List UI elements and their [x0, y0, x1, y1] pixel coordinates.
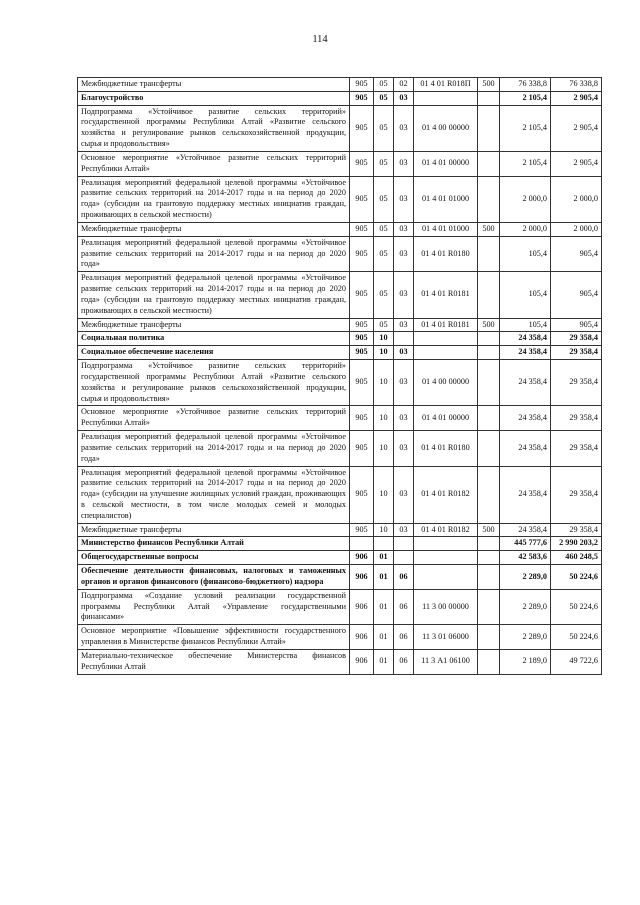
expense-type-code [478, 551, 500, 565]
table-row [78, 105, 602, 151]
admin-code: 905 [350, 78, 374, 92]
subsection-code: 03 [394, 91, 414, 105]
target-article-code: 01 4 01 R0180 [414, 236, 478, 271]
amount-year-1: 24 358,4 [500, 332, 551, 346]
amount-year-1: 24 358,4 [500, 431, 551, 466]
section-code: 05 [374, 151, 394, 176]
subsection-code [394, 332, 414, 346]
expense-type-code [478, 466, 500, 523]
amount-year-2: 50 224,6 [551, 589, 602, 624]
admin-code: 905 [350, 523, 374, 537]
section-code: 05 [374, 91, 394, 105]
table-row [78, 78, 602, 92]
amount-year-1: 2 105,4 [500, 151, 551, 176]
amount-year-2: 905,4 [551, 236, 602, 271]
amount-year-1: 105,4 [500, 272, 551, 318]
item-name: Министерство финансов Республики Алтай [78, 537, 350, 551]
amount-year-1: 2 000,0 [500, 222, 551, 236]
item-name: Основное мероприятие «Повышение эффективности государственного управления в Министерстве финансов Республики Алтай» [78, 625, 350, 650]
amount-year-2: 2 905,4 [551, 151, 602, 176]
amount-year-2: 49 722,6 [551, 649, 602, 674]
expense-type-code: 500 [478, 78, 500, 92]
table-row [78, 565, 602, 590]
subsection-code: 03 [394, 360, 414, 406]
amount-year-1: 76 338,8 [500, 78, 551, 92]
expense-type-code: 500 [478, 222, 500, 236]
table-row [78, 91, 602, 105]
table-row [78, 466, 602, 523]
item-name: Реализация мероприятий федеральной целевой программы «Устойчивое развитие сельских территорий на 2014-2017 годы и на период до 2020 года» [78, 431, 350, 466]
expense-type-code [478, 649, 500, 674]
amount-year-1: 445 777,6 [500, 537, 551, 551]
table-row [78, 431, 602, 466]
section-code: 10 [374, 332, 394, 346]
admin-code: 905 [350, 318, 374, 332]
amount-year-1: 2 289,0 [500, 589, 551, 624]
table-row [78, 176, 602, 222]
admin-code: 906 [350, 649, 374, 674]
target-article-code: 01 4 01 R0181 [414, 272, 478, 318]
item-name: Межбюджетные трансферты [78, 222, 350, 236]
amount-year-2: 29 358,4 [551, 332, 602, 346]
table-row [78, 222, 602, 236]
amount-year-2: 29 358,4 [551, 431, 602, 466]
item-name: Реализация мероприятий федеральной целевой программы «Устойчивое развитие сельских территорий на 2014-2017 годы и на период до 2020 года» (субсидии на грантовую поддержку местных инициатив граждан, проживающих в сельской местности) [78, 176, 350, 222]
subsection-code: 03 [394, 523, 414, 537]
amount-year-1: 105,4 [500, 236, 551, 271]
admin-code: 906 [350, 565, 374, 590]
target-article-code [414, 565, 478, 590]
amount-year-2: 2 000,0 [551, 222, 602, 236]
table-row [78, 551, 602, 565]
subsection-code: 06 [394, 565, 414, 590]
table-row [78, 589, 602, 624]
admin-code: 906 [350, 625, 374, 650]
item-name: Основное мероприятие «Устойчивое развитие сельских территорий Республики Алтай» [78, 406, 350, 431]
item-name: Обеспечение деятельности финансовых, налоговых и таможенных органов и органов финансового (финансово-бюджетного) надзора [78, 565, 350, 590]
item-name: Социальная политика [78, 332, 350, 346]
subsection-code: 03 [394, 466, 414, 523]
admin-code: 905 [350, 332, 374, 346]
target-article-code: 01 4 01 R018П [414, 78, 478, 92]
table-row [78, 523, 602, 537]
amount-year-1: 2 189,0 [500, 649, 551, 674]
item-name: Материально-техническое обеспечение Министерства финансов Республики Алтай [78, 649, 350, 674]
table-row [78, 649, 602, 674]
subsection-code: 03 [394, 236, 414, 271]
table-row [78, 406, 602, 431]
amount-year-1: 24 358,4 [500, 406, 551, 431]
amount-year-1: 24 358,4 [500, 523, 551, 537]
amount-year-2: 29 358,4 [551, 406, 602, 431]
item-name: Межбюджетные трансферты [78, 523, 350, 537]
subsection-code: 03 [394, 318, 414, 332]
item-name: Межбюджетные трансферты [78, 78, 350, 92]
target-article-code: 11 3 00 00000 [414, 589, 478, 624]
expense-type-code [478, 272, 500, 318]
target-article-code: 11 3 А1 06100 [414, 649, 478, 674]
amount-year-2: 29 358,4 [551, 466, 602, 523]
target-article-code: 01 4 01 R0182 [414, 466, 478, 523]
table-row [78, 332, 602, 346]
expense-type-code [478, 91, 500, 105]
admin-code: 905 [350, 406, 374, 431]
target-article-code: 01 4 01 01000 [414, 176, 478, 222]
section-code: 10 [374, 523, 394, 537]
subsection-code [394, 551, 414, 565]
section-code: 01 [374, 589, 394, 624]
amount-year-2: 76 338,8 [551, 78, 602, 92]
amount-year-2: 460 248,5 [551, 551, 602, 565]
admin-code: 905 [350, 222, 374, 236]
expense-type-code [478, 176, 500, 222]
page-number: 114 [312, 34, 328, 45]
section-code: 10 [374, 431, 394, 466]
subsection-code: 03 [394, 105, 414, 151]
admin-code: 905 [350, 105, 374, 151]
admin-code: 905 [350, 346, 374, 360]
expense-type-code [478, 431, 500, 466]
table-row [78, 236, 602, 271]
amount-year-1: 24 358,4 [500, 466, 551, 523]
expense-type-code [478, 105, 500, 151]
item-name: Подпрограмма «Устойчивое развитие сельских территорий» государственной программы Республики Алтай «Развитие сельского хозяйства и регулирование рынков сельскохозяйственной продукции, сырья и продовольствия» [78, 105, 350, 151]
admin-code: 905 [350, 151, 374, 176]
table-row [78, 151, 602, 176]
amount-year-1: 2 105,4 [500, 91, 551, 105]
subsection-code: 03 [394, 272, 414, 318]
table-row [78, 625, 602, 650]
table-row [78, 346, 602, 360]
target-article-code: 01 4 01 R0180 [414, 431, 478, 466]
amount-year-1: 2 289,0 [500, 565, 551, 590]
amount-year-2: 29 358,4 [551, 346, 602, 360]
amount-year-2: 29 358,4 [551, 360, 602, 406]
section-code: 05 [374, 272, 394, 318]
amount-year-1: 2 289,0 [500, 625, 551, 650]
budget-table [77, 77, 602, 675]
section-code: 05 [374, 236, 394, 271]
section-code: 10 [374, 406, 394, 431]
amount-year-2: 905,4 [551, 318, 602, 332]
amount-year-2: 2 905,4 [551, 105, 602, 151]
expense-type-code [478, 360, 500, 406]
amount-year-1: 24 358,4 [500, 360, 551, 406]
target-article-code: 01 4 01 R0181 [414, 318, 478, 332]
section-code: 05 [374, 318, 394, 332]
table-row [78, 318, 602, 332]
subsection-code: 03 [394, 176, 414, 222]
subsection-code: 03 [394, 406, 414, 431]
expense-type-code [478, 236, 500, 271]
expense-type-code [478, 346, 500, 360]
admin-code: 905 [350, 176, 374, 222]
amount-year-2: 50 224,6 [551, 565, 602, 590]
section-code: 01 [374, 551, 394, 565]
expense-type-code [478, 406, 500, 431]
item-name: Основное мероприятие «Устойчивое развитие сельских территорий Республики Алтай» [78, 151, 350, 176]
subsection-code: 03 [394, 346, 414, 360]
expense-type-code [478, 332, 500, 346]
subsection-code: 03 [394, 431, 414, 466]
expense-type-code: 500 [478, 318, 500, 332]
section-code: 01 [374, 625, 394, 650]
admin-code: 905 [350, 236, 374, 271]
section-code: 01 [374, 565, 394, 590]
subsection-code: 06 [394, 589, 414, 624]
expense-type-code: 500 [478, 523, 500, 537]
amount-year-1: 2 105,4 [500, 105, 551, 151]
admin-code [350, 537, 374, 551]
section-code: 10 [374, 466, 394, 523]
item-name: Реализация мероприятий федеральной целевой программы «Устойчивое развитие сельских территорий на 2014-2017 годы и на период до 2020 года» (субсидии на грантовую поддержку местных инициатив граждан, проживающих в сельской местности) [78, 272, 350, 318]
expense-type-code [478, 537, 500, 551]
subsection-code: 02 [394, 78, 414, 92]
section-code: 05 [374, 78, 394, 92]
table-row [78, 537, 602, 551]
subsection-code [394, 537, 414, 551]
item-name: Реализация мероприятий федеральной целевой программы «Устойчивое развитие сельских территорий на 2014-2017 годы и на период до 2020 года» [78, 236, 350, 271]
amount-year-2: 905,4 [551, 272, 602, 318]
section-code: 05 [374, 176, 394, 222]
amount-year-2: 50 224,6 [551, 625, 602, 650]
table-row [78, 360, 602, 406]
admin-code: 906 [350, 551, 374, 565]
target-article-code: 01 4 00 00000 [414, 360, 478, 406]
section-code: 10 [374, 346, 394, 360]
expense-type-code [478, 589, 500, 624]
target-article-code: 01 4 00 00000 [414, 105, 478, 151]
admin-code: 905 [350, 466, 374, 523]
target-article-code: 01 4 01 01000 [414, 222, 478, 236]
section-code: 01 [374, 649, 394, 674]
amount-year-2: 2 000,0 [551, 176, 602, 222]
admin-code: 905 [350, 272, 374, 318]
expense-type-code [478, 151, 500, 176]
target-article-code: 11 3 01 06000 [414, 625, 478, 650]
item-name: Благоустройство [78, 91, 350, 105]
target-article-code [414, 346, 478, 360]
section-code: 05 [374, 105, 394, 151]
admin-code: 905 [350, 91, 374, 105]
amount-year-1: 42 583,6 [500, 551, 551, 565]
target-article-code [414, 537, 478, 551]
admin-code: 906 [350, 589, 374, 624]
amount-year-2: 2 905,4 [551, 91, 602, 105]
target-article-code [414, 551, 478, 565]
amount-year-1: 24 358,4 [500, 346, 551, 360]
table-body [78, 78, 602, 675]
item-name: Межбюджетные трансферты [78, 318, 350, 332]
subsection-code: 06 [394, 625, 414, 650]
item-name: Социальное обеспечение населения [78, 346, 350, 360]
amount-year-2: 29 358,4 [551, 523, 602, 537]
item-name: Подпрограмма «Устойчивое развитие сельских территорий» государственной программы Республики Алтай «Развитие сельского хозяйства и регулирование рынков сельскохозяйственной продукции, сырья и продовольствия» [78, 360, 350, 406]
target-article-code: 01 4 01 00000 [414, 151, 478, 176]
expense-type-code [478, 625, 500, 650]
item-name: Общегосударственные вопросы [78, 551, 350, 565]
amount-year-1: 2 000,0 [500, 176, 551, 222]
table-row [78, 272, 602, 318]
target-article-code: 01 4 01 00000 [414, 406, 478, 431]
section-code [374, 537, 394, 551]
section-code: 10 [374, 360, 394, 406]
item-name: Подпрограмма «Создание условий реализации государственной программы Республики Алтай «Управление государственными финансами» [78, 589, 350, 624]
admin-code: 905 [350, 431, 374, 466]
target-article-code [414, 91, 478, 105]
amount-year-1: 105,4 [500, 318, 551, 332]
amount-year-2: 2 990 203,2 [551, 537, 602, 551]
section-code: 05 [374, 222, 394, 236]
admin-code: 905 [350, 360, 374, 406]
expense-type-code [478, 565, 500, 590]
subsection-code: 06 [394, 649, 414, 674]
subsection-code: 03 [394, 151, 414, 176]
target-article-code: 01 4 01 R0182 [414, 523, 478, 537]
item-name: Реализация мероприятий федеральной целевой программы «Устойчивое развитие сельских территорий на 2014-2017 годы и на период до 2020 года» (субсидии на улучшение жилищных условий граждан, проживающих в сельской местности, в том числе молодых семей и молодых специалистов) [78, 466, 350, 523]
target-article-code [414, 332, 478, 346]
subsection-code: 03 [394, 222, 414, 236]
